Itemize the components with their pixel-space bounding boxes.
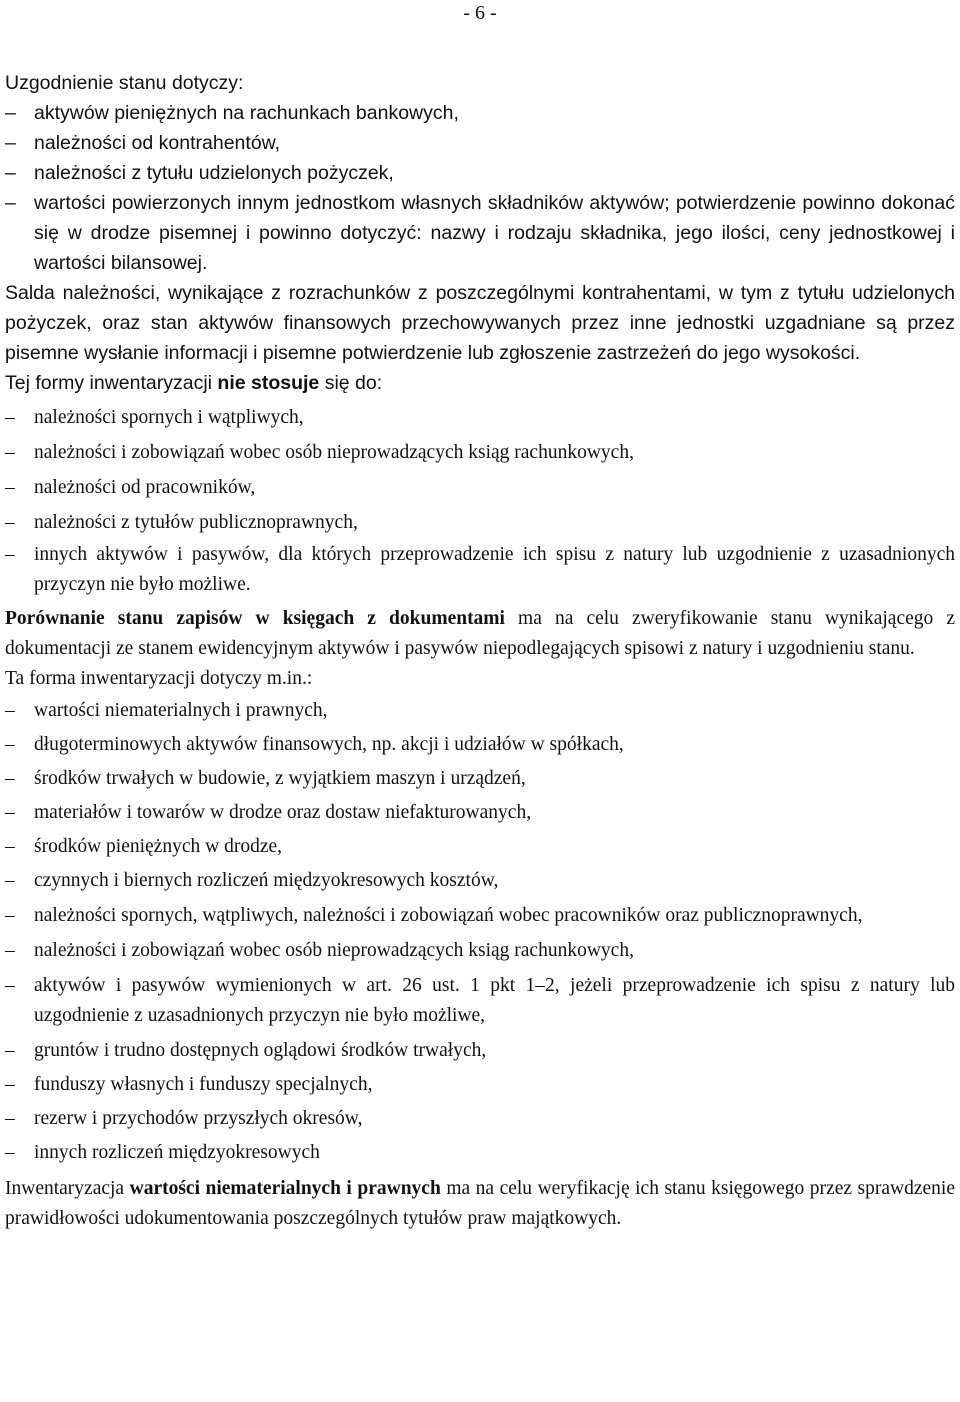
list-item: – aktywów pieniężnych na rachunkach bankowych,	[5, 102, 459, 124]
list-item: – należności i zobowiązań wobec osób nieprowadzących ksiąg rachunkowych,	[5, 442, 634, 463]
comparison-intro: Ta forma inwentaryzacji dotyczy m.in.:	[5, 668, 313, 689]
list-item: – funduszy własnych i funduszy specjalnych,	[5, 1074, 373, 1095]
confirmation-intro: Uzgodnienie stanu dotyczy:	[5, 72, 244, 94]
list-item: – innych rozliczeń międzyokresowych	[5, 1142, 320, 1163]
intangibles-paragraph: Inwentaryzacja wartości niematerialnych i prawnych ma na celu weryfikację ich stanu księgowego przez sprawdzenie prawidłowości udokumentowania poszczególnych tytułów praw majątkowych.	[5, 1178, 955, 1229]
comparison-bold: Porównanie stanu zapisów w księgach z dokumentami	[5, 608, 505, 629]
list-item: – wartości powierzonych innym jednostkom własnych składników aktywów; potwierdzenie powinno dokonać się w drodze pisemnej i powinno dotyczyć: nazwy i rodzaju składnika, jego ilości, ceny jednostkowej i wartości bilansowej.	[5, 192, 955, 274]
list-item: – należności z tytułów publicznoprawnych,	[5, 512, 358, 533]
list-item: – materiałów i towarów w drodze oraz dostaw niefakturowanych,	[5, 802, 532, 823]
list-item: – należności z tytułu udzielonych pożyczek,	[5, 162, 394, 184]
list-item: – wartości niematerialnych i prawnych,	[5, 700, 328, 721]
comparison-paragraph: Porównanie stanu zapisów w księgach z dokumentami ma na celu zweryfikowanie stanu wynikającego z dokumentacji ze stanem ewidencyjnym aktywów i pasywów niepodlegających spisowi z natury i uzgodnieniu stanu.	[5, 608, 955, 659]
list-item: – należności od pracowników,	[5, 477, 256, 498]
list-item: – gruntów i trudno dostępnych oglądowi środków trwałych,	[5, 1040, 487, 1061]
section-exclusions	[5, 400, 955, 1234]
page-number: - 6 -	[463, 2, 497, 24]
intangibles-bold: wartości niematerialnych i prawnych	[129, 1178, 441, 1199]
list-item: – czynnych i biernych rozliczeń międzyokresowych kosztów,	[5, 870, 499, 891]
salda-paragraph: Salda należności, wynikające z rozrachunków z poszczególnymi kontrahentami, w tym z tytułu udzielonych pożyczek, oraz stan aktywów finansowych przechowywanych przez inne jednostki uzgadniane są przez pisemne wysłanie informacji i pisemne potwierdzenie lub zgłoszenie zastrzeżeń do jego wysokości.	[5, 282, 955, 364]
list-item: – długoterminowych aktywów finansowych, np. akcji i udziałów w spółkach,	[5, 734, 624, 755]
exclusions-intro: Tej formy inwentaryzacji nie stosuje się do:	[5, 372, 383, 394]
list-item: – innych aktywów i pasywów, dla których przeprowadzenie ich spisu z natury lub uzgodnienie z uzasadnionych przyczyn nie było możliwe.	[5, 544, 955, 595]
confirmation-list	[5, 98, 955, 278]
list-item: – należności od kontrahentów,	[5, 132, 281, 154]
section-confirmation	[5, 68, 955, 398]
list-item: – należności spornych i wątpliwych,	[5, 407, 304, 428]
list-item: – środków trwałych w budowie, z wyjątkiem maszyn i urządzeń,	[5, 768, 526, 789]
list-item: – aktywów i pasywów wymienionych w art. 26 ust. 1 pkt 1–2, jeżeli przeprowadzenie ich spisu z natury lub uzgodnienie z uzasadnionych przyczyn nie było możliwe,	[5, 975, 955, 1026]
exclusions-list	[5, 400, 955, 600]
comparison-list	[5, 694, 955, 1170]
nie-stosuje-bold: nie stosuje	[217, 372, 320, 394]
page-body	[5, 68, 955, 1234]
list-item: – środków pieniężnych w drodze,	[5, 836, 283, 857]
list-item: – należności i zobowiązań wobec osób nieprowadzących ksiąg rachunkowych,	[5, 940, 634, 961]
list-item: – rezerw i przychodów przyszłych okresów,	[5, 1108, 363, 1129]
list-item: – należności spornych, wątpliwych, należności i zobowiązań wobec pracowników oraz publicznoprawnych,	[5, 905, 863, 926]
